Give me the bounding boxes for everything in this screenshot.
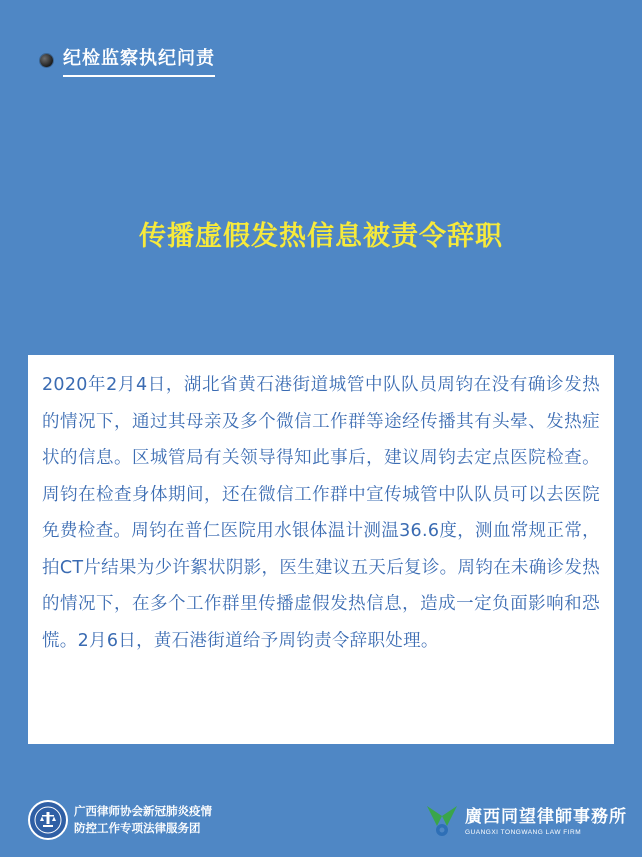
section-label: 纪检监察执纪问责 bbox=[63, 44, 215, 77]
law-firm-logo bbox=[425, 802, 627, 842]
bullet-dot-icon bbox=[40, 54, 53, 67]
headline: 传播虚假发热信息被责令辞职 bbox=[139, 221, 503, 252]
article-text-box bbox=[28, 355, 614, 744]
association-name-line1: 广西律师协会新冠肺炎疫情 bbox=[74, 804, 212, 818]
footer bbox=[0, 792, 642, 852]
association-seal-icon bbox=[28, 800, 68, 840]
association-logo bbox=[28, 800, 212, 840]
section-tag bbox=[40, 44, 215, 77]
association-name-line2: 防控工作专项法律服务团 bbox=[74, 821, 201, 835]
law-firm-name bbox=[465, 806, 627, 838]
law-firm-name-cn: 廣西同望律師事務所 bbox=[465, 807, 627, 827]
association-name bbox=[74, 804, 212, 836]
article-body: 2020年2月4日，湖北省黄石港街道城管中队队员周钧在没有确诊发热的情况下，通过其母亲及多个微信工作群等途经传播其有头晕、发热症状的信息。区城管局有关领导得知此事后，建议周钧去定点医院检查。周钧在检查身体期间，还在微信工作群中宣传城管中队队员可以去医院免费检查。周钧在普仁医院用水银体温计测温36.6度，测血常规正常，拍CT片结果为少许絮状阴影，医生建议五天后复诊。周钧在未确诊发热的情况下，在多个工作群里传播虚假发热信息，造成一定负面影响和恐慌。2月6日，黄石港街道给予周钧责令辞职处理。 bbox=[42, 375, 600, 651]
tongwang-logo-icon bbox=[425, 802, 459, 842]
law-firm-name-en: GUANGXI TONGWANG LAW FIRM bbox=[465, 829, 582, 836]
